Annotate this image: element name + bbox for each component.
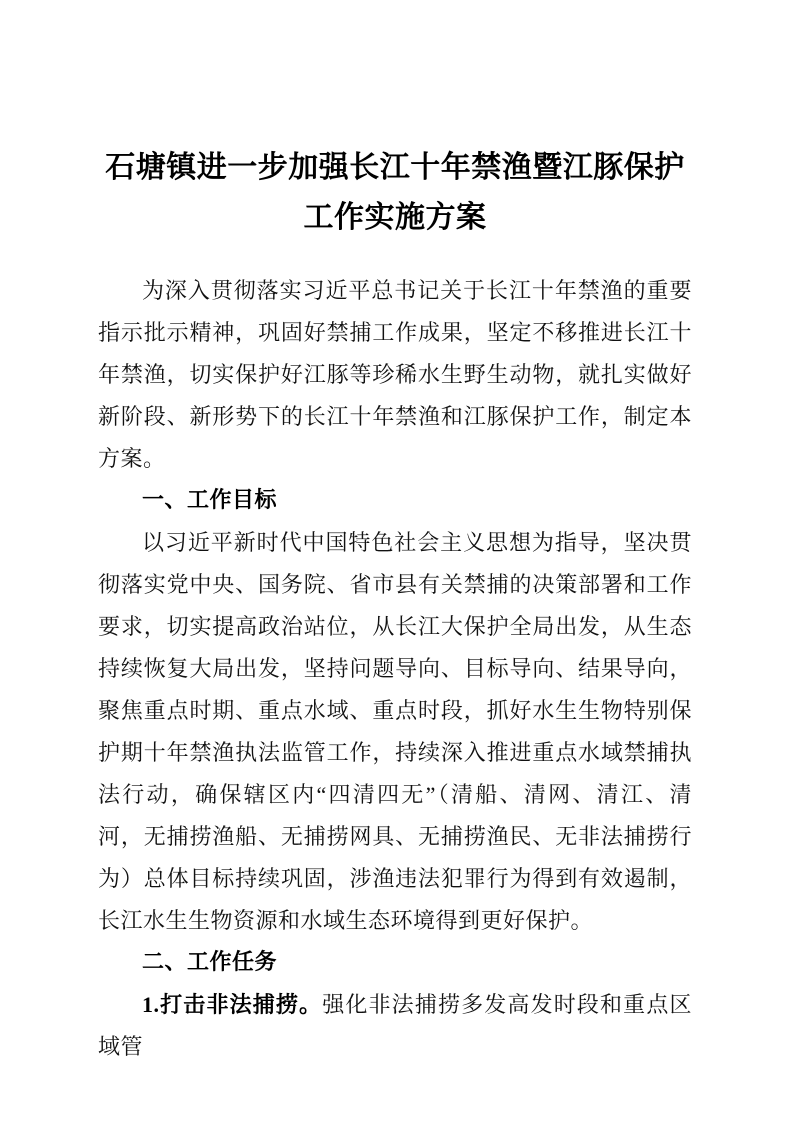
title-line-2: 工作实施方案	[303, 201, 487, 234]
document-content	[98, 143, 692, 1068]
section-heading-1: 一、工作目标	[142, 488, 278, 513]
task-item-1-label: 1.打击非法捕捞。	[142, 992, 323, 1017]
intro-paragraph: 为深入贯彻落实习近平总书记关于长江十年禁渔的重要指示批示精神，巩固好禁捕工作成果，坚定不移推进长江十年禁渔，切实保护好江豚等珍稀水生野生动物，就扎实做好新阶段、新形势下的长江十年禁渔和江豚保护工作，制定本方案。	[98, 278, 692, 471]
task-item-1-text: 强化非法捕捞多发高发时段和重点区域管	[98, 992, 692, 1059]
document-body	[98, 270, 692, 1068]
section-1-paragraph: 以习近平新时代中国特色社会主义思想为指导，坚决贯彻落实党中央、国务院、省市县有关禁捕的决策部署和工作要求，切实提高政治站位，从长江大保护全局出发，从生态持续恢复大局出发，坚持问题导向、目标导向、结果导向，聚焦重点时期、重点水域、重点时段，抓好水生生物特别保护期十年禁渔执法监管工作，持续深入推进重点水域禁捕执法行动，确保辖区内“四清四无”（清船、清网、清江、清河，无捕捞渔船、无捕捞网具、无捕捞渔民、无非法捕捞行为）总体目标持续巩固，涉渔违法犯罪行为得到有效遏制，长江水生生物资源和水域生态环境得到更好保护。	[98, 530, 692, 933]
section-heading-2: 二、工作任务	[142, 950, 278, 975]
task-item-1	[98, 984, 692, 1068]
document-title	[98, 143, 692, 243]
title-line-1: 石塘镇进一步加强长江十年禁渔暨江豚保护	[105, 151, 685, 184]
